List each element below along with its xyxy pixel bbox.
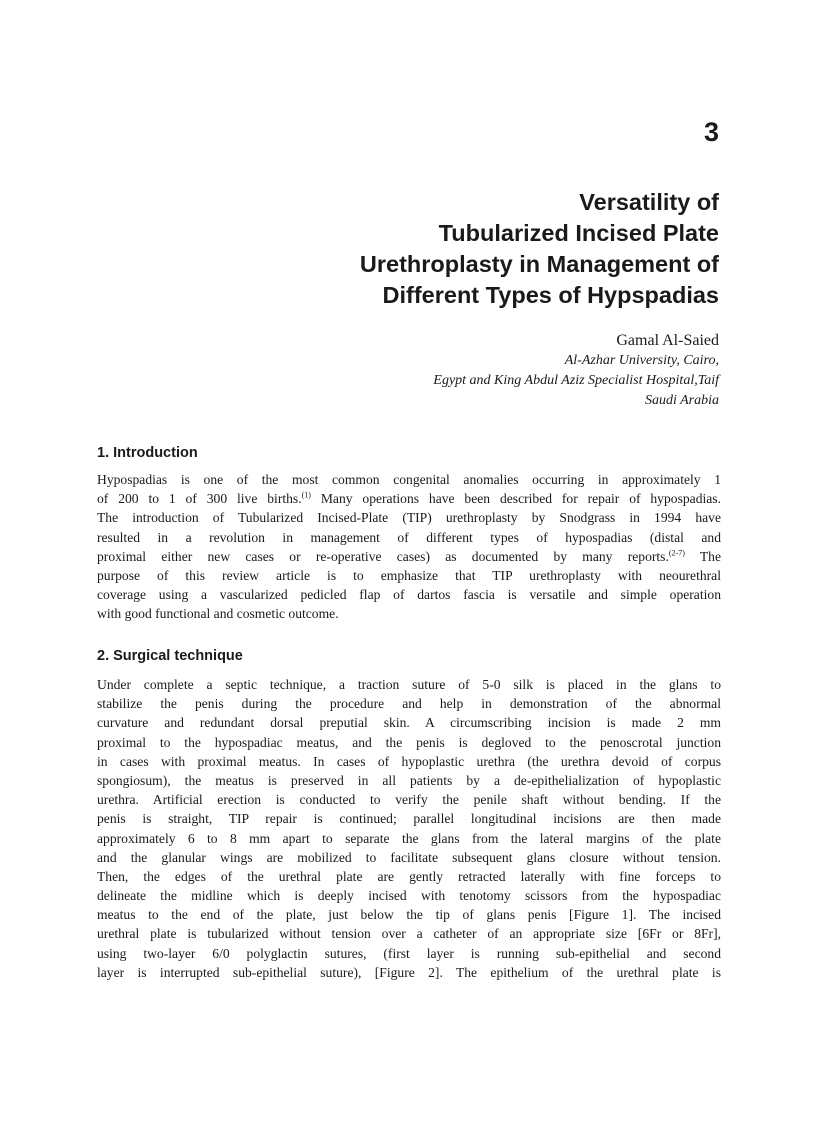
text-line: purpose of this review article is to emphasize that TIP urethroplasty with neourethral (97, 567, 721, 583)
text-line (97, 489, 721, 508)
text-run: The (684, 548, 721, 564)
section-heading-surgical-technique: 2. Surgical technique (97, 648, 243, 664)
text-line: urethral plate is tubularized without tension over a catheter of an appropriate size [6Fr or 8Fr], (97, 926, 721, 942)
author-name: Gamal Al-Saied (616, 332, 719, 349)
text-line: The introduction of Tubularized Incised-Plate (TIP) urethroplasty by Snodgrass in 1994 have (97, 510, 721, 526)
text-run: of 200 to 1 of 300 live births. (97, 491, 302, 507)
text-line: spongiosum), the meatus is preserved in all patients by a de-epithelialization of hypoplastic (97, 772, 721, 788)
chapter-title-line: Different Types of Hypspadias (382, 282, 719, 308)
affiliation-line: Al-Azhar University, Cairo, (564, 353, 719, 368)
citation-ref: (2-7) (668, 548, 685, 558)
text-line: using two-layer 6/0 polyglactin sutures, (first layer is running sub-epithelial and second (97, 945, 721, 961)
affiliation-line: Egypt and King Abdul Aziz Specialist Hospital,Taif (433, 373, 719, 388)
text-line: proximal to the hypospadiac meatus, and the penis is degloved to the penoscrotal junction (97, 734, 721, 750)
text-line: resulted in a revolution in management of different types of hypospadias (distal and (97, 529, 721, 545)
text-line: Then, the edges of the urethral plate are gently retracted laterally with fine forceps to (97, 868, 721, 884)
chapter-title-line: Versatility of (579, 189, 719, 215)
text-line: stabilize the penis during the procedure and help in demonstration of the abnormal (97, 696, 721, 712)
text-run: proximal either new cases or re-operative cases) as documented by many reports. (97, 548, 669, 564)
text-line: with good functional and cosmetic outcome. (97, 606, 339, 622)
text-line: and the glanular wings are mobilized to facilitate subsequent glans closure without tension. (97, 849, 721, 865)
surgical-technique-paragraph (97, 675, 721, 982)
chapter-title-line: Tubularized Incised Plate (438, 220, 719, 246)
chapter-title (199, 187, 719, 311)
text-line: layer is interrupted sub-epithelial suture), [Figure 2]. The epithelium of the urethral plate is (97, 964, 721, 980)
chapter-title-line: Urethroplasty in Management of (359, 251, 719, 277)
text-run: Many operations have been described for repair of hypospadias. (310, 491, 721, 507)
text-line: urethra. Artificial erection is conducted to verify the penile shaft without bending. If the (97, 792, 721, 808)
text-line: coverage using a vascularized pedicled flap of dartos fascia is versatile and simple operation (97, 587, 721, 603)
text-line: Hypospadias is one of the most common congenital anomalies occurring in approximately 1 (97, 472, 721, 487)
affiliation-line: Saudi Arabia (644, 393, 719, 408)
text-line: approximately 6 to 8 mm apart to separate the glans from the lateral margins of the plate (97, 830, 721, 846)
introduction-paragraph (97, 470, 721, 624)
author-affiliation (433, 351, 719, 411)
text-line: curvature and redundant dorsal preputial skin. A circumscribing incision is made 2 mm (97, 715, 721, 731)
text-line: Under complete a septic technique, a traction suture of 5-0 silk is placed in the glans to (97, 677, 721, 692)
section-heading-introduction: 1. Introduction (97, 445, 198, 461)
text-line: delineate the midline which is deeply incised with tenotomy scissors from the hypospadiac (97, 888, 721, 904)
chapter-number: 3 (703, 117, 719, 147)
citation-ref: (1) (301, 490, 311, 500)
text-line: penis is straight, TIP repair is continued; parallel longitudinal incisions are then made (97, 811, 721, 827)
text-line: meatus to the end of the plate, just below the tip of glans penis [Figure 1]. The incised (97, 907, 721, 923)
text-line (97, 547, 721, 566)
text-line: in cases with proximal meatus. In cases of hypoplastic urethra (the urethra devoid of corpus (97, 753, 721, 769)
